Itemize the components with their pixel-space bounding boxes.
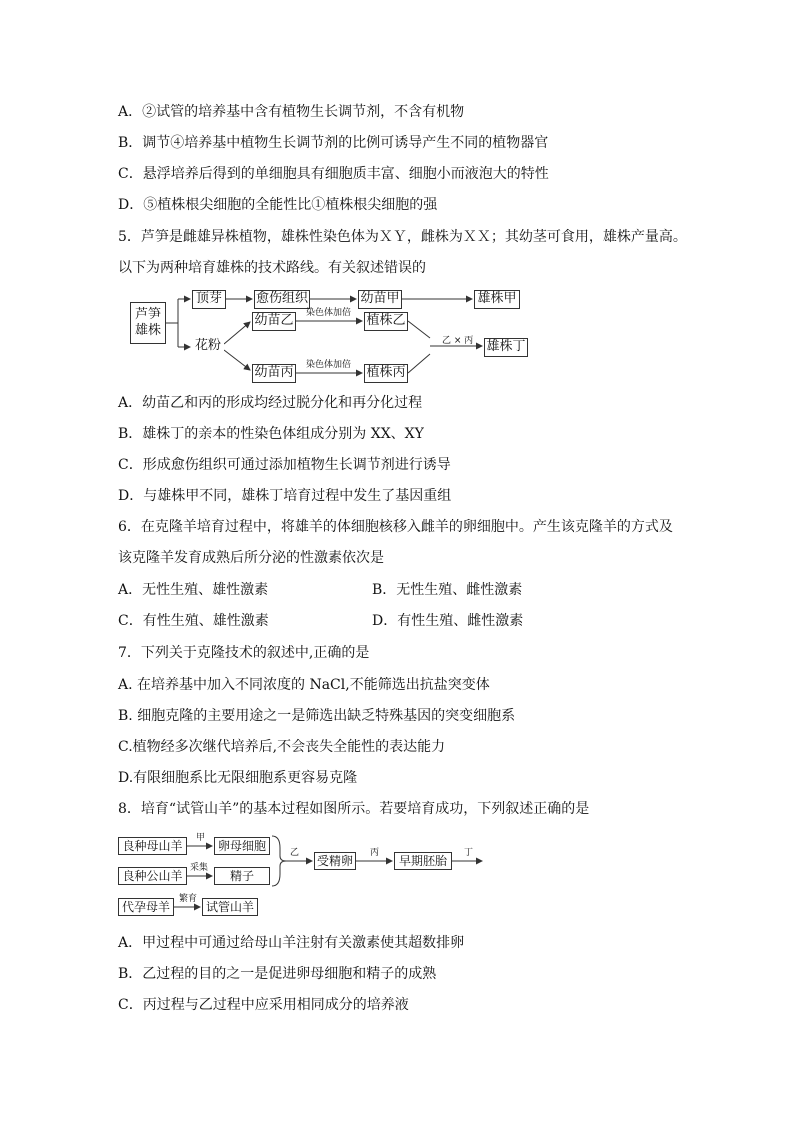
q7-option-a: A. 在培养基中加入不同浓度的 NaCl,不能筛选出抗盐突变体 <box>118 677 490 693</box>
box-callus: 愈伤组织 <box>254 290 310 309</box>
box-zygote: 受精卵 <box>314 852 356 870</box>
label-cross: 乙 × 丙 <box>442 336 474 346</box>
q6-option-d: D．有性生殖、雌性激素 <box>372 613 524 629</box>
box-seedling-b: 幼苗乙 <box>252 312 296 331</box>
label-yi: 乙 <box>290 848 300 858</box>
box-apical-bud: 顶芽 <box>192 290 226 309</box>
label-collect: 采集 <box>190 863 209 873</box>
box-seedling-c: 幼苗丙 <box>252 364 296 383</box>
q6-option-c: C．有性生殖、雄性激素 <box>118 613 269 629</box>
box-asparagus-male-line2: 雄株 <box>134 323 161 338</box>
q6-option-b: B．无性生殖、雌性激素 <box>372 582 523 598</box>
label-breed: 繁育 <box>179 894 198 904</box>
q5-option-c: C．形成愈伤组织可通过添加植物生长调节剂进行诱导 <box>118 457 451 473</box>
label-doubling-c: 染色体加倍 <box>306 360 352 370</box>
q5-stem-line2: 以下为两种培育雄株的技术路线。有关叙述错误的 <box>118 260 426 276</box>
box-test-tube-goat: 试管山羊 <box>202 898 258 916</box>
box-seedling-a: 幼苗甲 <box>358 290 402 309</box>
box-male-plant-a: 雄株甲 <box>474 290 520 309</box>
q8-option-b: B．乙过程的目的之一是促进卵母细胞和精子的成熟 <box>118 966 437 982</box>
box-plant-b: 植株乙 <box>364 312 408 331</box>
label-jia: 甲 <box>196 833 206 843</box>
label-ding: 丁 <box>464 848 474 858</box>
q7-option-c: C.植物经多次继代培养后,不会丧失全能性的表达能力 <box>118 739 446 755</box>
q5-stem-line1: 5．芦笋是雌雄异株植物，雄株性染色体为ＸＹ，雌株为ＸＸ；其幼茎可食用，雄株产量高。 <box>118 229 687 245</box>
box-early-embryo: 早期胚胎 <box>394 852 452 870</box>
box-good-ram: 良种公山羊 <box>118 867 187 885</box>
q5-option-b: B．雄株丁的亲本的性染色体组成分别为 XX、XY <box>118 426 424 442</box>
q7-stem: 7．下列关于克隆技术的叙述中,正确的是 <box>118 645 370 661</box>
q6-option-a: A．无性生殖、雄性激素 <box>118 582 269 598</box>
q8-option-c: C．丙过程与乙过程中应采用相同成分的培养液 <box>118 997 409 1013</box>
q5-option-d: D．与雄株甲不同，雄株丁培育过程中发生了基因重组 <box>118 488 452 504</box>
q8-stem: 8．培育“试管山羊”的基本过程如图所示。若要培育成功，下列叙述正确的是 <box>118 801 590 817</box>
test-tube-goat-diagram <box>118 830 498 920</box>
q7-option-d: D.有限细胞系比无限细胞系更容易克隆 <box>118 770 358 786</box>
box-pollen: 花粉 <box>192 338 224 357</box>
box-plant-c: 植株丙 <box>364 364 408 383</box>
box-asparagus-male-line1: 芦笋 <box>134 307 161 322</box>
q5-option-a: A．幼苗乙和丙的形成均经过脱分化和再分化过程 <box>118 395 423 411</box>
box-oocyte: 卵母细胞 <box>214 837 270 855</box>
box-good-ewe: 良种母山羊 <box>118 837 187 855</box>
q7-option-b: B. 细胞克隆的主要用途之一是筛选出缺乏特殊基因的突变细胞系 <box>118 708 516 724</box>
q4-option-c: C．悬浮培养后得到的单细胞具有细胞质丰富、细胞小而液泡大的特性 <box>118 166 549 182</box>
box-male-plant-d: 雄株丁 <box>484 338 528 357</box>
q4-option-b: B．调节④培养基中植物生长调节剂的比例可诱导产生不同的植物器官 <box>118 135 549 151</box>
q6-stem-line1: 6．在克隆羊培育过程中，将雄羊的体细胞核移入雌羊的卵细胞中。产生该克隆羊的方式及 <box>118 519 673 535</box>
q4-option-a: A．②试管的培养基中含有植物生长调节剂，不含有机物 <box>118 104 465 120</box>
q6-stem-line2: 该克隆羊发育成熟后所分泌的性激素依次是 <box>118 550 384 566</box>
asparagus-breeding-diagram <box>130 286 550 386</box>
box-surrogate-ewe: 代孕母羊 <box>118 898 174 916</box>
box-asparagus-male <box>130 302 166 344</box>
q4-option-d: D．⑤植株根尖细胞的全能性比①植株根尖细胞的强 <box>118 197 438 213</box>
label-doubling-b: 染色体加倍 <box>306 308 352 318</box>
label-bing: 丙 <box>370 848 380 858</box>
q8-option-a: A．甲过程中可通过给母山羊注射有关激素使其超数排卵 <box>118 935 465 951</box>
box-sperm: 精子 <box>214 867 270 885</box>
